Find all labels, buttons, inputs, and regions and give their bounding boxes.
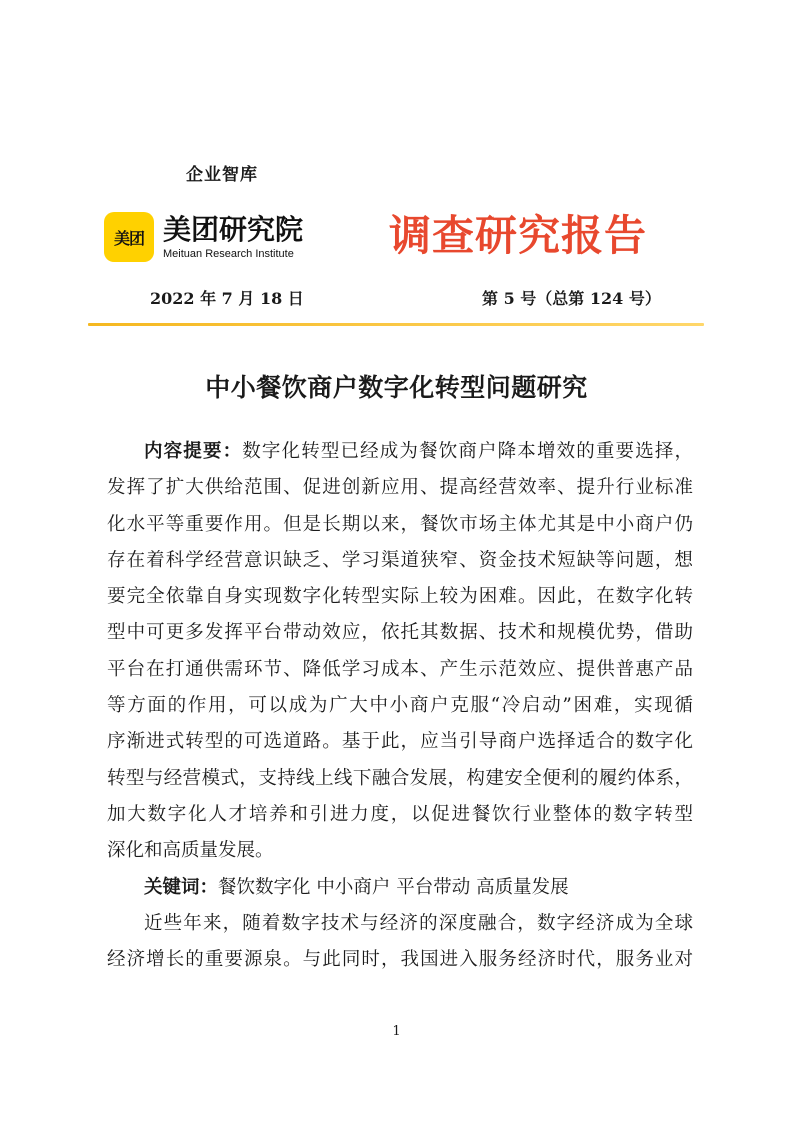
logo-name-en: Meituan Research Institute bbox=[163, 247, 294, 260]
meituan-research-logo bbox=[104, 212, 303, 262]
logo-name-cn: 美团研究院 bbox=[163, 212, 304, 246]
abstract-line: 存在着科学经营意识缺乏、学习渠道狭窄、资金技术短缺等问题，想 bbox=[107, 549, 693, 571]
abstract-line: 等方面的作用，可以成为广大中小商户克服“冷启动”困难，实现循 bbox=[107, 695, 693, 717]
keywords-text: 餐饮数字化 中小商户 平台带动 高质量发展 bbox=[218, 876, 569, 898]
document-body bbox=[107, 434, 693, 978]
abstract-line: 深化和高质量发展。 bbox=[107, 840, 274, 862]
abstract-line: 化水平等重要作用。但是长期以来，餐饮市场主体尤其是中小商户仍 bbox=[107, 513, 693, 535]
abstract-line: 转型与经营模式，支持线上线下融合发展，构建安全便利的履约体系， bbox=[107, 767, 693, 789]
report-date: 2022 年 7 月 18 日 bbox=[150, 289, 304, 308]
abstract-label: 内容提要： bbox=[144, 441, 243, 462]
page-number: 1 bbox=[392, 1024, 401, 1039]
header-divider bbox=[88, 323, 704, 326]
abstract-line: 发挥了扩大供给范围、促进创新应用、提高经营效率、提升行业标准 bbox=[107, 477, 693, 499]
abstract-text: 数字化转型已经成为餐饮商户降本增效的重要选择， bbox=[242, 441, 693, 462]
logo-text bbox=[163, 214, 303, 261]
abstract-line bbox=[107, 434, 693, 470]
report-type-heading: 调查研究报告 bbox=[389, 211, 648, 260]
meituan-logo-icon: 美团 bbox=[104, 212, 154, 262]
abstract-line: 平台在打通供需环节、降低学习成本、产生示范效应、提供普惠产品 bbox=[107, 658, 693, 680]
abstract-line: 加大数字化人才培养和引进力度，以促进餐饮行业整体的数字转型 bbox=[107, 803, 693, 825]
intro-line: 经济增长的重要源泉。与此同时，我国进入服务经济时代，服务业对 bbox=[107, 949, 693, 971]
intro-line: 近些年来，随着数字技术与经济的深度融合，数字经济成为全球 bbox=[144, 912, 693, 934]
think-tank-label: 企业智库 bbox=[186, 165, 258, 185]
keywords-line bbox=[107, 870, 693, 906]
abstract-line: 型中可更多发挥平台带动效应，依托其数据、技术和规模优势，借助 bbox=[107, 622, 693, 644]
abstract-line: 序渐进式转型的可选道路。基于此，应当引导商户选择适合的数字化 bbox=[107, 731, 693, 753]
report-issue-number: 第 5 号（总第 124 号） bbox=[482, 289, 661, 308]
page-title: 中小餐饮商户数字化转型问题研究 bbox=[205, 373, 588, 402]
keywords-label: 关键词： bbox=[144, 876, 219, 898]
abstract-line: 要完全依靠自身实现数字化转型实际上较为困难。因此，在数字化转 bbox=[107, 586, 693, 608]
